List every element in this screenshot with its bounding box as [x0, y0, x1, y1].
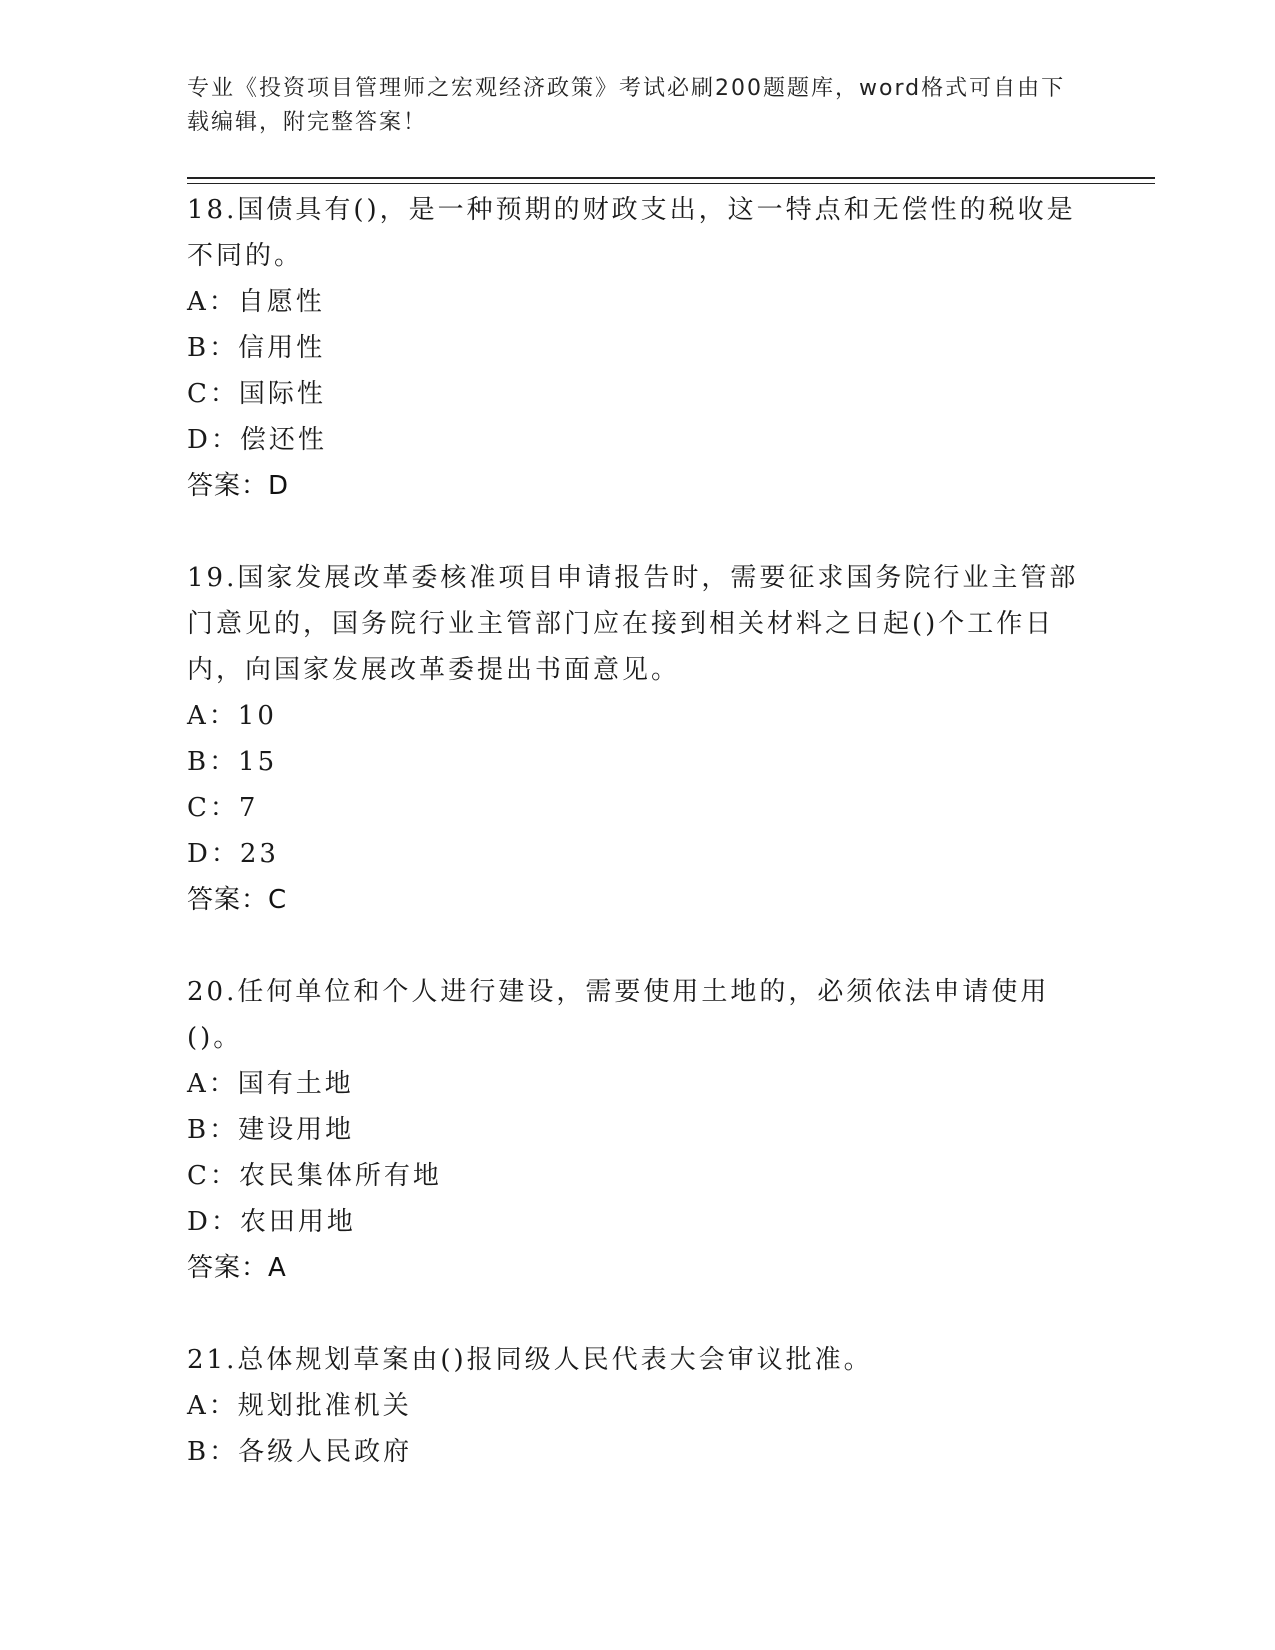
answer-line: 答案：A [187, 1253, 287, 1283]
option-b: B：建设用地 [187, 1115, 355, 1145]
option-b: B：15 [187, 747, 278, 777]
question-spacer [187, 923, 1087, 969]
question-18 [187, 187, 1087, 509]
option-c: C：国际性 [187, 379, 326, 409]
option-b: B：各级人民政府 [187, 1437, 413, 1467]
option-d: D：偿还性 [187, 425, 327, 455]
option-a: A：自愿性 [187, 287, 325, 317]
header-divider-thin [187, 183, 1155, 184]
option-c: C：农民集体所有地 [187, 1161, 442, 1191]
question-stem: 18.国债具有()，是一种预期的财政支出，这一特点和无偿性的税收是不同的。 [187, 195, 1076, 271]
question-20 [187, 969, 1087, 1291]
question-21 [187, 1337, 1087, 1475]
question-list [187, 187, 1087, 1475]
option-c: C：7 [187, 793, 259, 823]
question-spacer [187, 509, 1087, 555]
option-a: A：10 [187, 701, 277, 731]
document-intro: 专业《投资项目管理师之宏观经济政策》考试必刷200题题库，word格式可自由下载编辑，附完整答案！ [187, 76, 1066, 135]
answer-line: 答案：D [187, 471, 290, 501]
question-stem: 20.任何单位和个人进行建设，需要使用土地的，必须依法申请使用()。 [187, 977, 1050, 1053]
option-d: D：23 [187, 839, 279, 869]
answer-line: 答案：C [187, 885, 288, 915]
question-spacer [187, 1291, 1087, 1337]
header-divider-thick [187, 177, 1155, 179]
question-stem: 19.国家发展改革委核准项目申请报告时，需要征求国务院行业主管部门意见的，国务院行业主管部门应在接到相关材料之日起()个工作日内，向国家发展改革委提出书面意见。 [187, 563, 1079, 685]
question-stem: 21.总体规划草案由()报同级人民代表大会审议批准。 [187, 1345, 873, 1375]
option-b: B：信用性 [187, 333, 326, 363]
option-a: A：规划批准机关 [187, 1391, 412, 1421]
question-19 [187, 555, 1087, 923]
option-a: A：国有土地 [187, 1069, 354, 1099]
option-d: D：农田用地 [187, 1207, 356, 1237]
